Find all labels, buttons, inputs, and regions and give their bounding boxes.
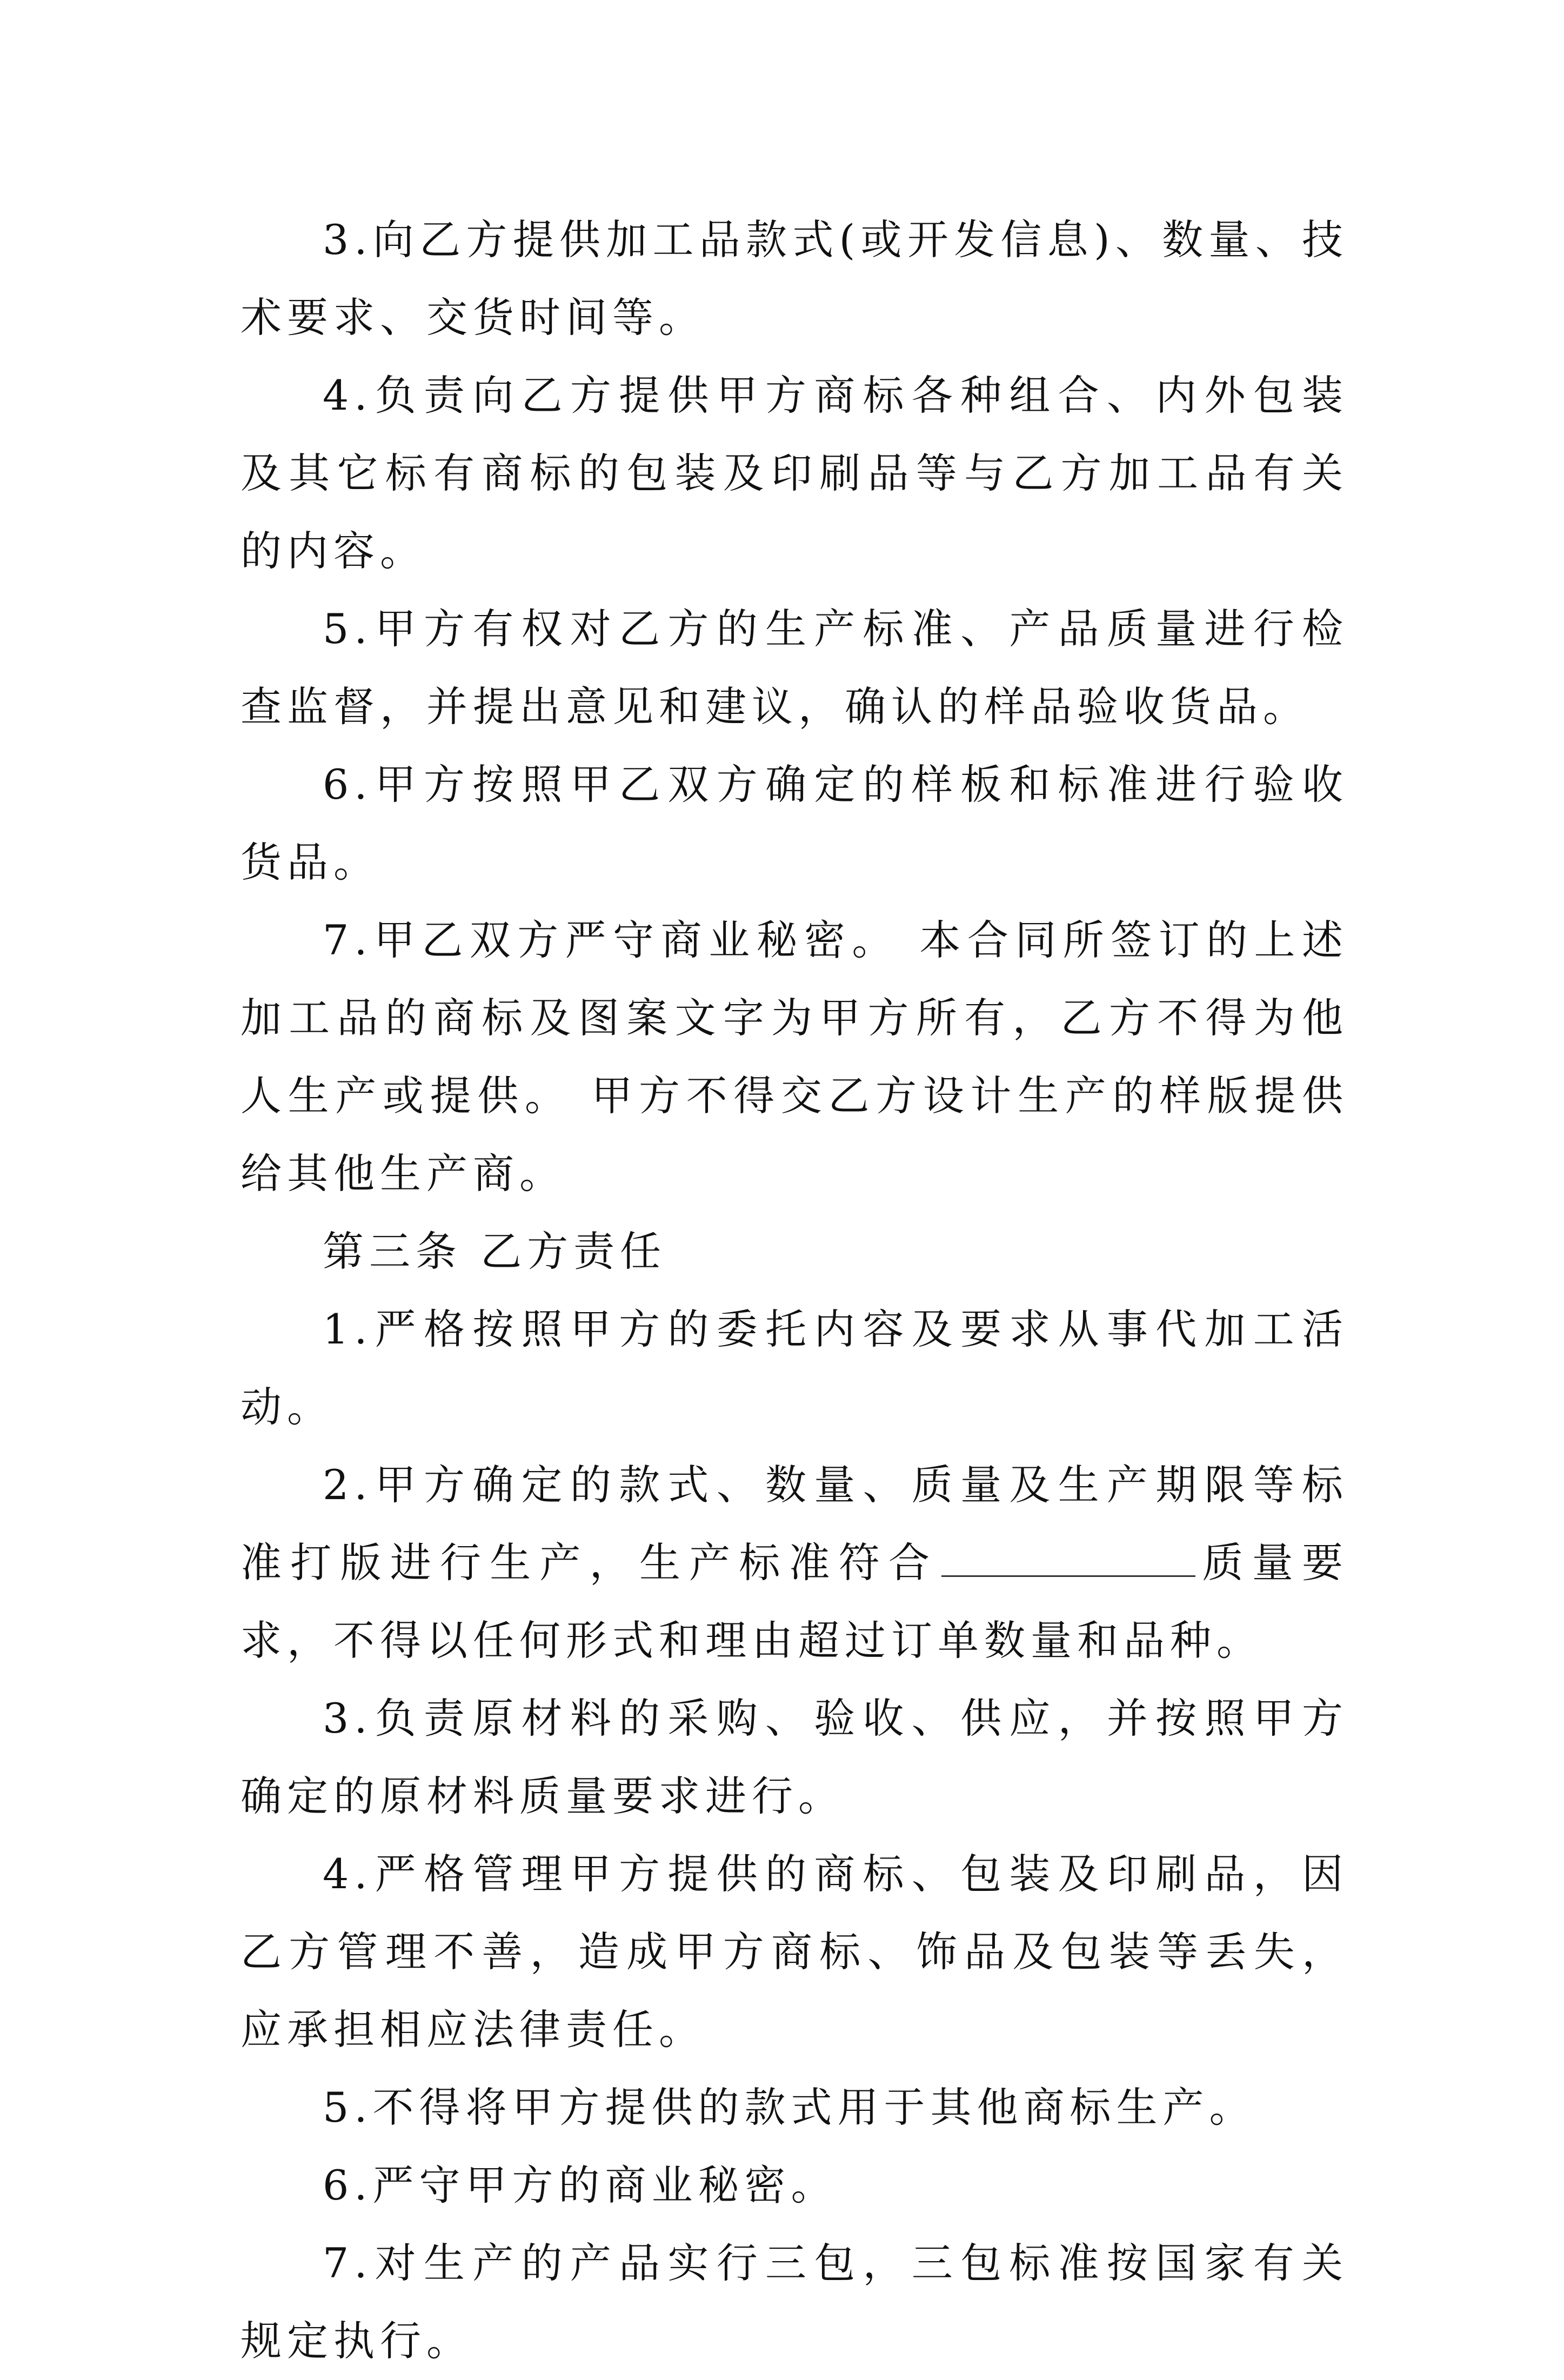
paragraph-party-b-item-7: 7.对生产的产品实行三包，三包标准按国家有关规定执行。 [240,2239,1348,2365]
fill-in-blank-line [941,1532,1195,1577]
paragraph-party-b-item-6: 6.严守甲方的商业秘密。 [323,2161,838,2209]
paragraph-party-a-item-5: 5.甲方有权对乙方的生产标准、产品质量进行检查监督，并提出意见和建议，确认的样品验收货品。 [240,605,1348,731]
paragraph-party-a-item-6: 6.甲方按照甲乙双方确定的样板和标准进行验收货品。 [240,760,1348,886]
paragraph-party-a-item-7: 7.甲乙双方严守商业秘密。 本合同所签订的上述加工品的商标及图案文字为甲方所有，乙方不得为他人生产或提供。 甲方不得交乙方设计生产的样版提供给其他生产商。 [240,916,1348,1198]
section-heading-article-3: 第三条 乙方责任 [323,1227,667,1275]
document-body [240,201,1348,2380]
paragraph-party-b-item-3: 3.负责原材料的采购、验收、供应，并按照甲方确定的原材料质量要求进行。 [240,1694,1348,1820]
paragraph-text-after-blank: 质量要求，不得以任何形式和理由超过订单数量和品种。 [240,1539,1349,1664]
paragraph-party-b-item-5: 5.不得将甲方提供的款式用于其他商标生产。 [323,2083,1256,2131]
paragraph-party-b-item-4: 4.严格管理甲方提供的商标、包装及印刷品，因乙方管理不善，造成甲方商标、饰品及包装等丢失，应承担相应法律责任。 [240,1850,1348,2054]
paragraph-party-a-item-4: 4.负责向乙方提供甲方商标各种组合、内外包装及其它标有商标的包装及印刷品等与乙方加工品有关的内容。 [240,371,1348,575]
paragraph-party-b-item-1: 1.严格按照甲方的委托内容及要求从事代加工活动。 [240,1305,1348,1431]
paragraph-text-before-blank: 2.甲方确定的款式、数量、质量及生产期限等标准打版进行生产，生产标准符合 [240,1461,1348,1587]
paragraph-party-a-item-3: 3.向乙方提供加工品款式(或开发信息)、数量、技术要求、交货时间等。 [240,216,1348,342]
paragraph-party-b-item-2 [240,1446,1348,1680]
